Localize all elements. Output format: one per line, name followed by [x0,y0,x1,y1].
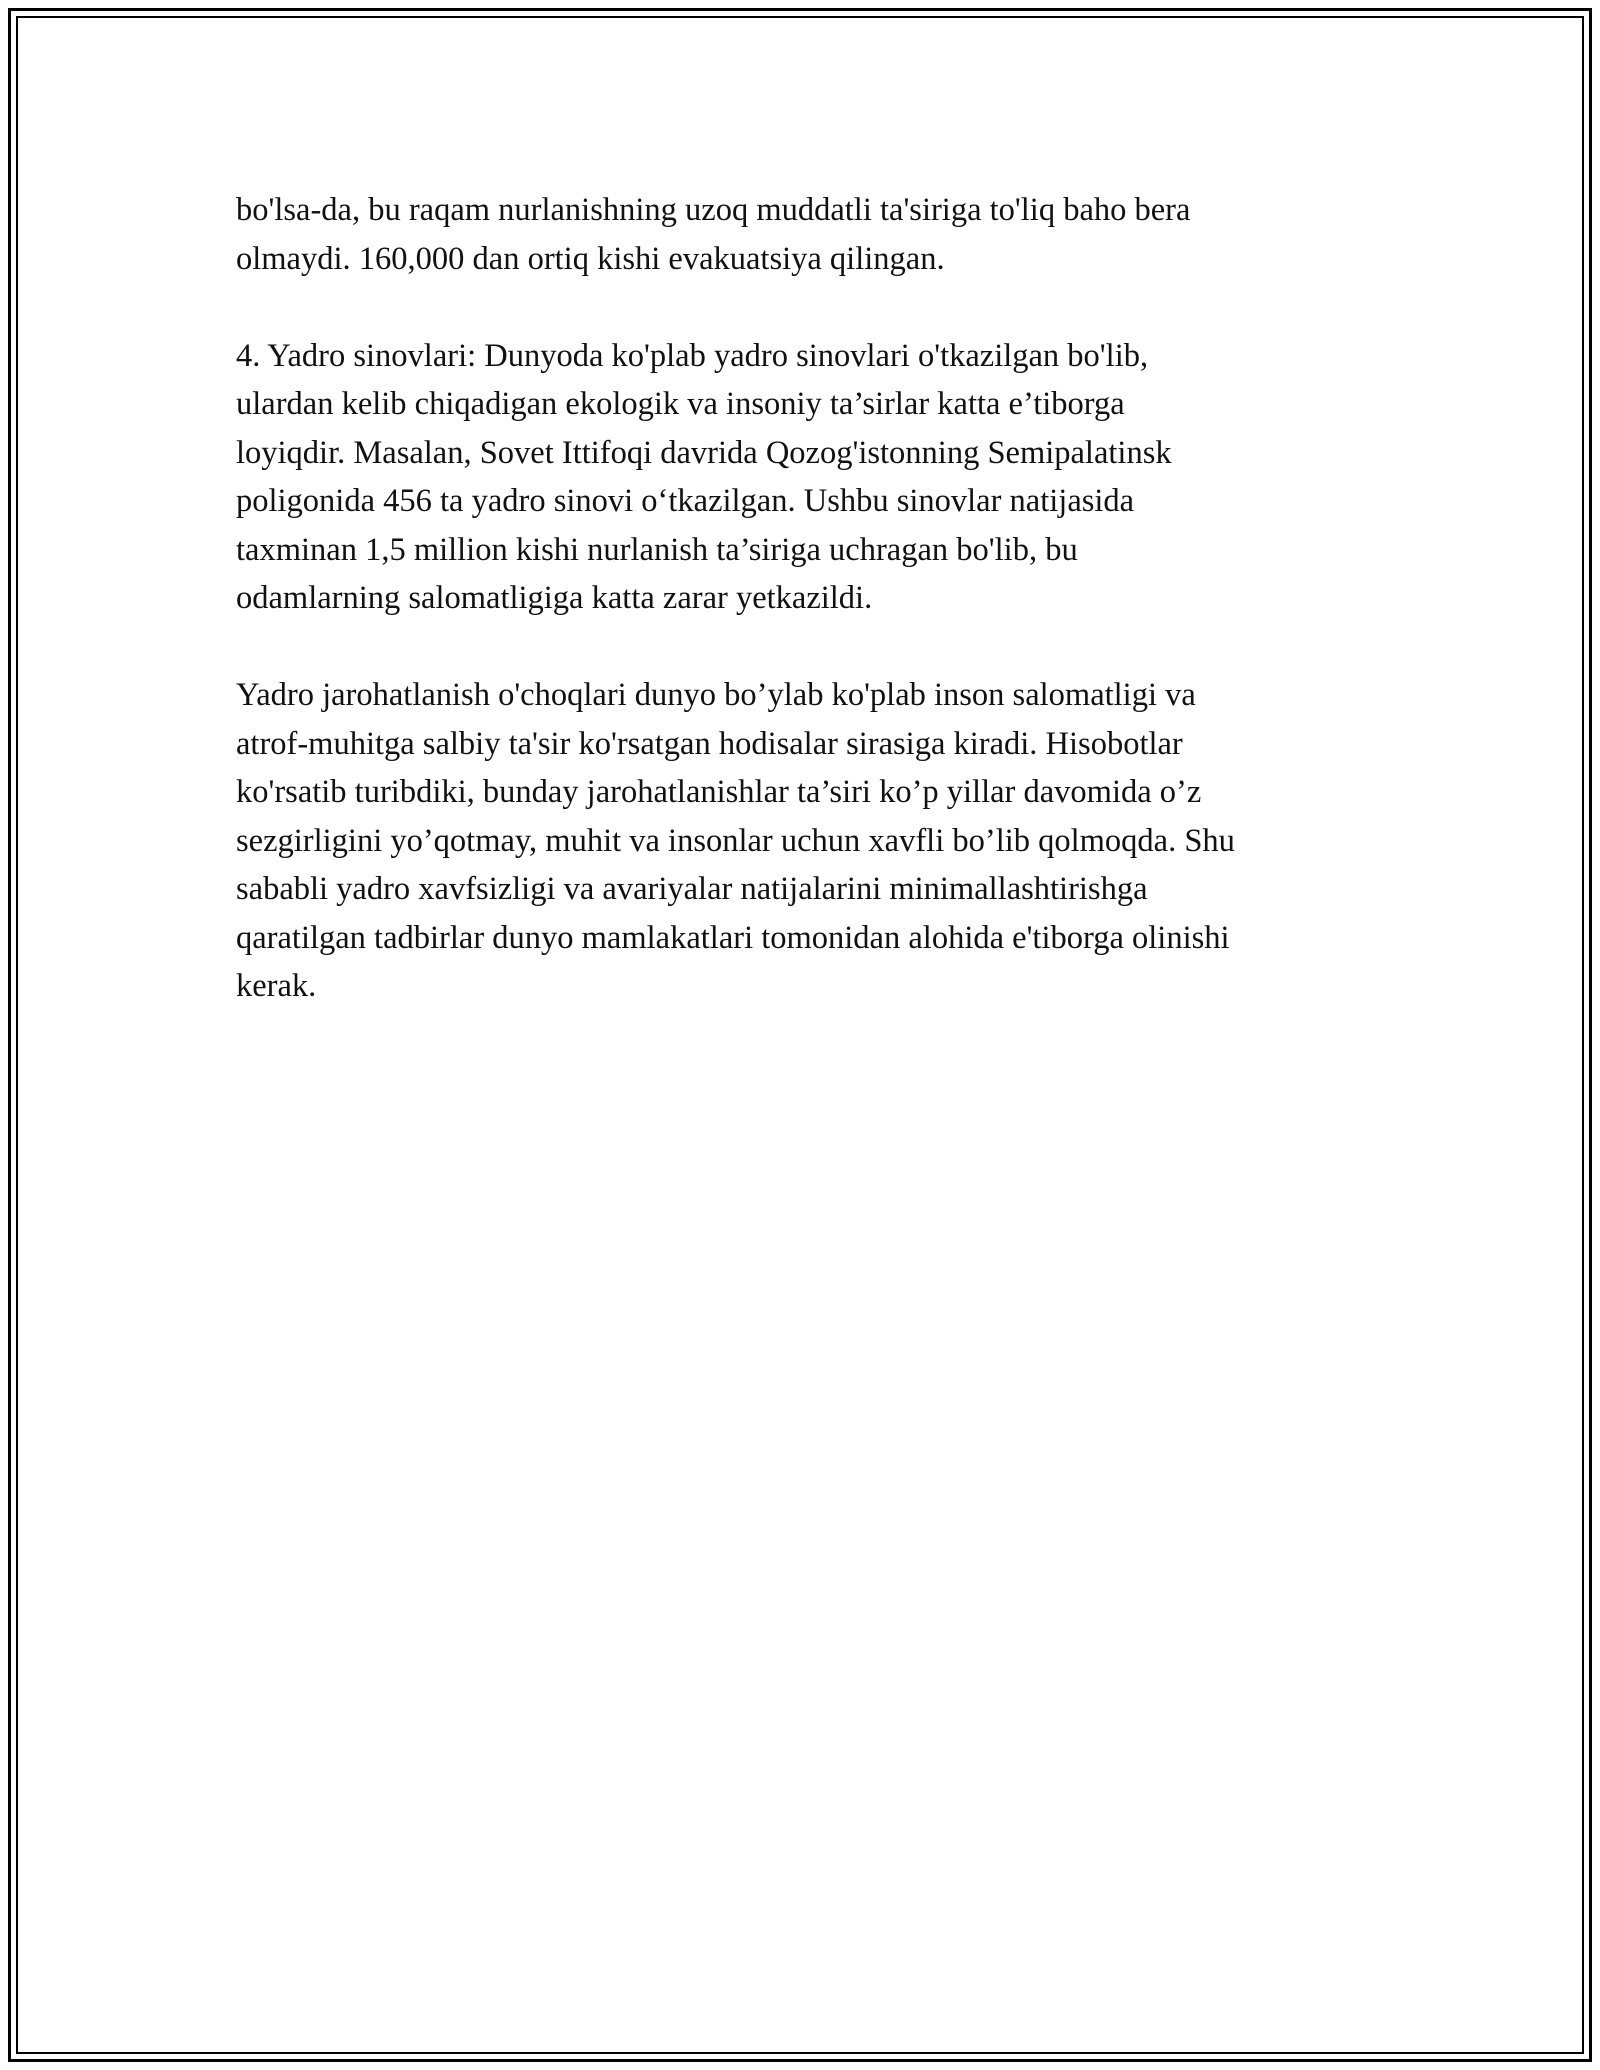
text-line: ko'rsatib turibdiki, bunday jarohatlanishlar ta’siri ko’p yillar davomida o’z [236,774,1202,810]
text-line: atrof-muhitga salbiy ta'sir ko'rsatgan hodisalar sirasiga kiradi. Hisobotlar [236,725,1183,762]
paragraph-nuclear-tests [236,332,1386,623]
text-line: ulardan kelib chiqadigan ekologik va insoniy ta’sirlar katta e’tiborga [236,386,1125,422]
text-line: loyiqdir. Masalan, Sovet Ittifoqi davrida Qozog'istonning Semipalatinsk [236,434,1172,471]
text-line: bo'lsa-da, bu raqam nurlanishning uzoq muddatli ta'siriga to'liq baho bera [236,192,1191,228]
paragraph-conclusion [236,671,1386,1011]
document-body [236,186,1386,1059]
text-line: 4. Yadro sinovlari: Dunyoda ko'plab yadro sinovlari o'tkazilgan bo'lib, [236,337,1149,374]
text-line: kerak. [236,968,317,1004]
text-line: sezgirligini yo’qotmay, muhit va insonlar uchun xavfli bo’lib qolmoqda. Shu [236,822,1235,859]
paragraph-evacuation [236,186,1386,283]
text-line: sababli yadro xavfsizligi va avariyalar natijalarini minimallashtirishga [236,871,1148,907]
text-line: poligonida 456 ta yadro sinovi o‘tkazilgan. Ushbu sinovlar natijasida [236,483,1135,519]
text-line: olmaydi. 160,000 dan ortiq kishi evakuatsiya qilingan. [236,240,945,277]
text-line: taxminan 1,5 million kishi nurlanish ta’siriga uchragan bo'lib, bu [236,531,1078,568]
text-line: odamlarning salomatligiga katta zarar yetkazildi. [236,580,873,616]
text-line: Yadro jarohatlanish o'choqlari dunyo bo’ylab ko'plab inson salomatligi va [236,677,1196,713]
text-line: qaratilgan tadbirlar dunyo mamlakatlari tomonidan alohida e'tiborga olinishi [236,919,1230,956]
